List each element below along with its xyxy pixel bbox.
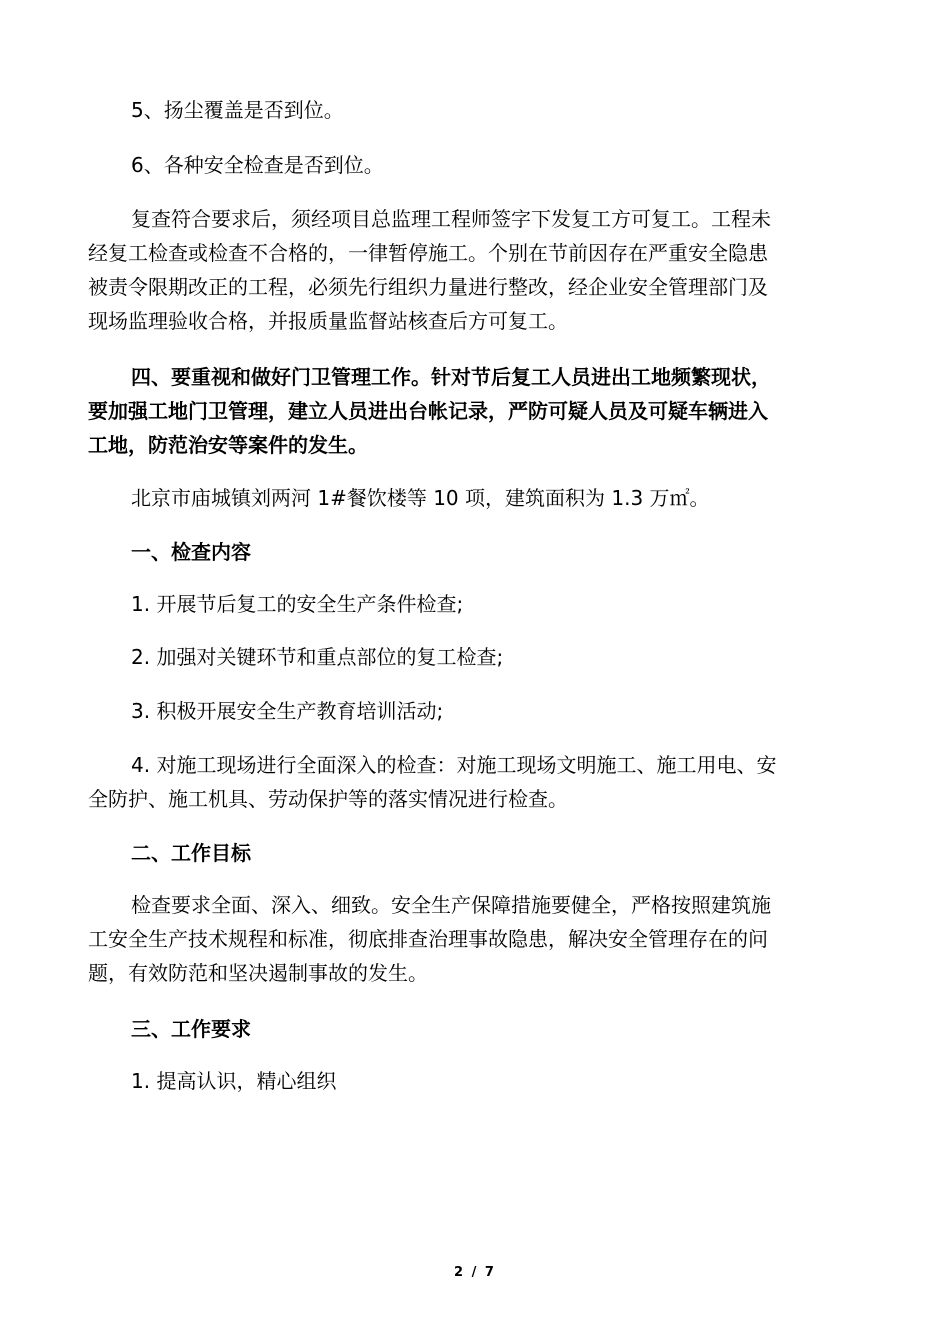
- list-item-3: [88, 694, 863, 728]
- page-number: 2 / 7: [454, 1265, 496, 1280]
- paragraph-line: 二、工作目标: [131, 841, 251, 865]
- paragraph-line: 6、各种安全检查是否到位。: [131, 153, 384, 177]
- paragraph-review-requirements: [88, 202, 863, 338]
- paragraph-line: 工安全生产技术规程和标准，彻底排查治理事故隐患，解决安全管理存在的问: [88, 927, 768, 951]
- heading-work-objectives: [88, 836, 863, 870]
- paragraph-line: 北京市庙城镇刘两河 1#餐饮楼等 10 项，建筑面积为 1.3 万㎡。: [131, 486, 710, 510]
- paragraph-line: 复查符合要求后，须经项目总监理工程师签字下发复工方可复工。工程未: [131, 207, 771, 231]
- paragraph-line: 1. 开展节后复工的安全生产条件检查;: [131, 592, 464, 616]
- paragraph-line: 2. 加强对关键环节和重点部位的复工检查;: [131, 645, 504, 669]
- paragraph-line: 5、扬尘覆盖是否到位。: [131, 98, 344, 122]
- heading-work-requirements: [88, 1012, 863, 1046]
- paragraph-line: 1. 提高认识，精心组织: [131, 1069, 337, 1093]
- list-item-1: [88, 587, 863, 621]
- paragraph-item-5: [88, 93, 863, 127]
- paragraph-line: 3. 积极开展安全生产教育培训活动;: [131, 699, 444, 723]
- paragraph-section-four-gate-management: [88, 360, 863, 462]
- list-item-raise-awareness: [88, 1064, 863, 1098]
- paragraph-line: 现场监理验收合格，并报质量监督站核查后方可复工。: [88, 309, 568, 333]
- paragraph-line: 四、要重视和做好门卫管理工作。针对节后复工人员进出工地频繁现状，: [131, 365, 771, 389]
- paragraph-line: 检查要求全面、深入、细致。安全生产保障措施要健全，严格按照建筑施: [131, 893, 771, 917]
- paragraph-line: 三、工作要求: [131, 1017, 251, 1041]
- heading-inspection-content: [88, 535, 863, 569]
- paragraph-project-info: [88, 481, 863, 515]
- paragraph-line: 要加强工地门卫管理，建立人员进出台帐记录，严防可疑人员及可疑车辆进入: [88, 399, 768, 423]
- list-item-2: [88, 640, 863, 674]
- paragraph-objectives-body: [88, 888, 863, 990]
- paragraph-line: 全防护、施工机具、劳动保护等的落实情况进行检查。: [88, 787, 568, 811]
- paragraph-line: 一、检查内容: [131, 540, 251, 564]
- paragraph-line: 工地，防范治安等案件的发生。: [88, 433, 368, 457]
- paragraph-line: 被责令限期改正的工程，必须先行组织力量进行整改，经企业安全管理部门及: [88, 275, 768, 299]
- paragraph-line: 4. 对施工现场进行全面深入的检查：对施工现场文明施工、施工用电、安: [131, 753, 777, 777]
- paragraph-line: 题，有效防范和坚决遏制事故的发生。: [88, 961, 428, 985]
- list-item-4: [88, 748, 863, 816]
- paragraph-line: 经复工检查或检查不合格的，一律暂停施工。个别在节前因存在严重安全隐患: [88, 241, 768, 265]
- paragraph-item-6: [88, 148, 863, 182]
